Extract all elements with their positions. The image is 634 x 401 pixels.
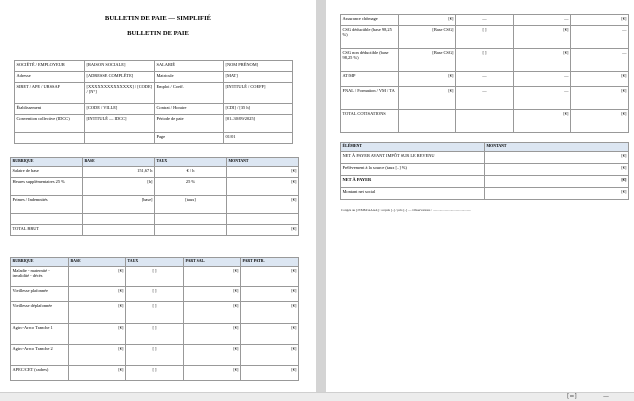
- employee-share: [€]: [184, 366, 241, 381]
- net-amount-value: [€]: [485, 152, 629, 164]
- base-value: [€]: [69, 287, 126, 302]
- base-value: 151,67 h: [83, 167, 155, 178]
- employer-share: —: [571, 26, 629, 49]
- base-value: [Base CSG]: [399, 26, 456, 49]
- contribution-label: Vieillesse déplafonnée: [11, 302, 69, 324]
- rate-value: € / h: [155, 167, 227, 178]
- table-row: [341, 176, 629, 188]
- identity-row: [15, 83, 293, 104]
- gross-table-body: [11, 167, 299, 236]
- employee-field-label: Matricule: [155, 72, 224, 83]
- rate-value: [ ]: [126, 267, 184, 287]
- column-header: ÉLÉMENT: [341, 143, 485, 152]
- employer-field-value: [XXXXXXXXXXXXXX] / [CODE] / [N°]: [85, 83, 155, 104]
- amount-value: [227, 214, 299, 225]
- column-header: MONTANT: [227, 158, 299, 167]
- base-value: [€]: [399, 87, 456, 110]
- employer-field-label: SOCIÉTÉ / EMPLOYEUR: [15, 61, 85, 72]
- contribution-label: Agirc-Arrco Tranche 2: [11, 345, 69, 366]
- amount-value: [€]: [227, 178, 299, 196]
- net-amount-value: [€]: [485, 188, 629, 200]
- contributions-table-header: [11, 258, 299, 267]
- identity-row: [15, 115, 293, 133]
- employee-share: [€]: [184, 302, 241, 324]
- page-1: [0, 0, 316, 392]
- table-row: [11, 167, 299, 178]
- base-value: [399, 110, 456, 133]
- contribution-label: Assurance chômage: [341, 15, 399, 26]
- rubric-label: Salaire de base: [11, 167, 83, 178]
- rubric-label: TOTAL BRUT: [11, 225, 83, 236]
- rate-value: 25 %: [155, 178, 227, 196]
- contribution-label: Maladie - maternité - invalidité - décès: [11, 267, 69, 287]
- rate-value: —: [456, 72, 514, 87]
- employer-field-value: [ADRESSE COMPLÈTE]: [85, 72, 155, 83]
- rubric-label: Heures supplémentaires 25 %: [11, 178, 83, 196]
- rate-value: [ ]: [126, 345, 184, 366]
- table-row: [11, 225, 299, 236]
- employee-field-value: [CDI] / [35 h]: [224, 104, 293, 115]
- employer-field-label: Établissement: [15, 104, 85, 115]
- employee-share: [€]: [514, 49, 571, 72]
- page-2: [326, 0, 634, 392]
- table-row: [341, 164, 629, 176]
- employer-share: [€]: [241, 302, 299, 324]
- base-value: [€]: [69, 345, 126, 366]
- table-row: [341, 26, 629, 49]
- employee-field-value: [NOM PRÉNOM]: [224, 61, 293, 72]
- rate-value: [taux]: [155, 196, 227, 214]
- table-row: [11, 302, 299, 324]
- net-element-label: NET À PAYER AVANT IMPÔT SUR LE REVENU: [341, 152, 485, 164]
- employee-share: —: [514, 72, 571, 87]
- identity-row: [15, 133, 293, 144]
- base-value: [83, 225, 155, 236]
- employee-field-value: 01/01: [224, 133, 293, 144]
- contribution-label: FNAL / Formation / VM / TA: [341, 87, 399, 110]
- contribution-label: Vieillesse plafonnée: [11, 287, 69, 302]
- rate-value: [ ]: [126, 302, 184, 324]
- employer-share: [€]: [571, 15, 629, 26]
- base-value: [€]: [399, 72, 456, 87]
- rate-value: [ ]: [126, 324, 184, 345]
- employer-field-value: [RAISON SOCIALE]: [85, 61, 155, 72]
- employer-field-label: SIRET / APE / URSSAF: [15, 83, 85, 104]
- employer-share: [€]: [241, 287, 299, 302]
- employer-field-value: [INTITULÉ — IDCC]: [85, 115, 155, 133]
- contributions-table: [10, 257, 299, 381]
- employee-field-value: [MAT]: [224, 72, 293, 83]
- contributions-continued-body: [341, 15, 629, 133]
- employer-share: [€]: [241, 267, 299, 287]
- base-value: [€]: [399, 15, 456, 26]
- rubric-label: Primes / Indemnités: [11, 196, 83, 214]
- layout-view-icon[interactable]: [=]: [567, 393, 577, 400]
- footer-note: Congés au [JJ/MM/AAAA] : acquis [..] / pris [..] — Observations : .............................................: [341, 208, 472, 212]
- employee-share: —: [514, 87, 571, 110]
- amount-value: [€]: [227, 196, 299, 214]
- identity-row: [15, 61, 293, 72]
- net-element-label: NET À PAYER: [341, 176, 485, 188]
- table-row: [341, 87, 629, 110]
- contribution-label: CSG déductible (base 98,25 %): [341, 26, 399, 49]
- rate-value: [456, 110, 514, 133]
- net-element-label: Montant net social: [341, 188, 485, 200]
- base-value: [base]: [83, 196, 155, 214]
- table-row: [11, 287, 299, 302]
- net-pay-table-body: [341, 152, 629, 200]
- table-row: [341, 49, 629, 72]
- employer-share: [€]: [241, 324, 299, 345]
- contribution-label: CSG non déductible (base 98,25 %): [341, 49, 399, 72]
- column-header: BASE: [69, 258, 126, 267]
- contribution-label: APEC/CET (cadres): [11, 366, 69, 381]
- employee-field-label: Période de paie: [155, 115, 224, 133]
- amount-value: [€]: [227, 167, 299, 178]
- rate-value: [ ]: [456, 49, 514, 72]
- base-value: [€]: [69, 302, 126, 324]
- employee-share: [€]: [514, 110, 571, 133]
- employer-share: [€]: [571, 110, 629, 133]
- base-value: [€]: [69, 324, 126, 345]
- net-amount-value: [€]: [485, 164, 629, 176]
- rubric-label: [11, 214, 83, 225]
- table-row: [11, 267, 299, 287]
- employee-field-label: Emploi / Coeff.: [155, 83, 224, 104]
- rate-value: [155, 214, 227, 225]
- employer-field-value: [85, 133, 155, 144]
- document-title: BULLETIN DE PAIE — SIMPLIFIÉ: [104, 15, 212, 22]
- employer-share: [€]: [241, 366, 299, 381]
- column-header: TAUX: [126, 258, 184, 267]
- employer-share: [€]: [571, 72, 629, 87]
- employee-share: [€]: [184, 287, 241, 302]
- table-row: [11, 345, 299, 366]
- amount-value: [€]: [227, 225, 299, 236]
- employee-field-label: Contrat / Horaire: [155, 104, 224, 115]
- employer-share: [€]: [241, 345, 299, 366]
- employee-field-value: [INTITULÉ / COEFF]: [224, 83, 293, 104]
- contribution-label: TOTAL COTISATIONS: [341, 110, 399, 133]
- base-value: [€]: [69, 267, 126, 287]
- base-value: [83, 214, 155, 225]
- document-subtitle: BULLETIN DE PAIE: [127, 30, 189, 37]
- table-row: [341, 188, 629, 200]
- employer-share: —: [571, 49, 629, 72]
- rate-value: [ ]: [126, 287, 184, 302]
- page-gap: [316, 0, 326, 392]
- column-header: BASE: [83, 158, 155, 167]
- employer-share: [€]: [571, 87, 629, 110]
- table-row: [11, 366, 299, 381]
- table-row: [11, 214, 299, 225]
- employer-field-label: [15, 133, 85, 144]
- employee-share: [€]: [514, 26, 571, 49]
- net-pay-table: [340, 142, 629, 200]
- rate-value: —: [456, 87, 514, 110]
- net-amount-value: [€]: [485, 176, 629, 188]
- table-row: [341, 15, 629, 26]
- contributions-continued-table: [340, 14, 629, 133]
- table-row: [11, 178, 299, 196]
- gross-table: [10, 157, 299, 236]
- base-value: [h]: [83, 178, 155, 196]
- table-row: [341, 72, 629, 87]
- rate-value: [ ]: [126, 366, 184, 381]
- net-element-label: Prélèvement à la source (taux [..] %): [341, 164, 485, 176]
- employee-field-label: SALARIÉ: [155, 61, 224, 72]
- contribution-label: Agirc-Arrco Tranche 1: [11, 324, 69, 345]
- identity-table: [14, 60, 293, 144]
- column-header: MONTANT: [485, 143, 629, 152]
- rate-value: [ ]: [456, 26, 514, 49]
- base-value: [Base CSG]: [399, 49, 456, 72]
- employee-field-label: Page: [155, 133, 224, 144]
- base-value: [€]: [69, 366, 126, 381]
- column-header: RUBRIQUE: [11, 258, 69, 267]
- gross-table-header: [11, 158, 299, 167]
- rate-value: —: [456, 15, 514, 26]
- table-row: [11, 196, 299, 214]
- employer-field-label: Convention collective (IDCC): [15, 115, 85, 133]
- column-header: PART PATR.: [241, 258, 299, 267]
- zoom-slider-icon[interactable]: —: [603, 393, 609, 400]
- contributions-table-body: [11, 267, 299, 381]
- table-row: [11, 324, 299, 345]
- table-row: [341, 152, 629, 164]
- column-header: TAUX: [155, 158, 227, 167]
- column-header: RUBRIQUE: [11, 158, 83, 167]
- contribution-label: AT/MP: [341, 72, 399, 87]
- column-header: PART SAL.: [184, 258, 241, 267]
- employer-field-value: [CODE / VILLE]: [85, 104, 155, 115]
- employee-share: [€]: [184, 324, 241, 345]
- identity-table-body: [15, 61, 293, 144]
- rate-value: [155, 225, 227, 236]
- identity-row: [15, 72, 293, 83]
- net-pay-table-header: [341, 143, 629, 152]
- employee-share: [€]: [184, 345, 241, 366]
- employee-share: [€]: [184, 267, 241, 287]
- identity-row: [15, 104, 293, 115]
- table-row: [341, 110, 629, 133]
- employer-field-label: Adresse: [15, 72, 85, 83]
- employee-share: —: [514, 15, 571, 26]
- employee-field-value: [01–30/09/2025]: [224, 115, 293, 133]
